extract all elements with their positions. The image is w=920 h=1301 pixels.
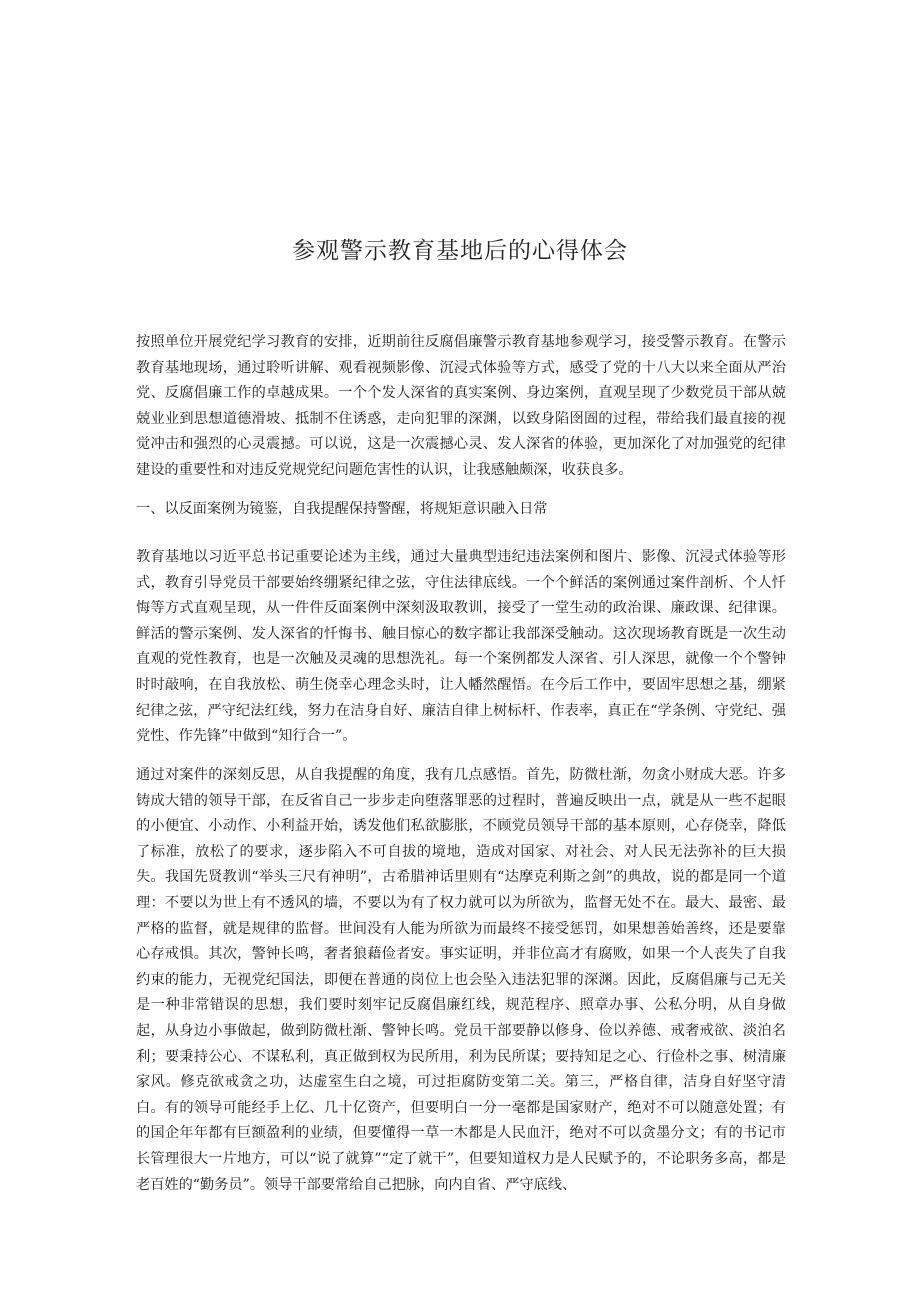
document-title: 参观警示教育基地后的心得体会 bbox=[292, 238, 628, 264]
intro-paragraph: 按照单位开展党纪学习教育的安排，近期前往反腐倡廉警示教育基地参观学习，接受警示教育。在警示教育基地现场，通过聆听讲解、观看视频影像、沉浸式体验等方式，感受了党的十八大以来全面从严治党、反腐倡廉工作的卓越成果。一个个发人深省的真实案例、身边案例，直观呈现了少数党员干部从兢兢业业到思想道德滑坡、抵制不住诱惑，走向犯罪的深渊，以致身陷囹圄的过程，带给我们最直接的视觉冲击和强烈的心灵震撼。可以说，这是一次震撼心灵、发人深省的体验，更加深化了对加强党的纪律建设的重要性和对违反党规党纪问题危害性的认识，让我感触颇深，收获良多。 bbox=[136, 334, 786, 478]
body-paragraph: 通过对案件的深刻反思，从自我提醒的角度，我有几点感悟。首先，防微杜渐，勿贪小财成大恶。许多铸成大错的领导干部，在反省自己一步步走向堕落罪恶的过程时，普遍反映出一点，就是从一些不起眼的小便宜、小动作、小利益开始，诱发他们私欲膨胀，不顾党员领导干部的基本原则，心存侥幸，降低了标准，放松了的要求，逐步陷入不可自拔的境地，造成对国家、对社会、对人民无法弥补的巨大损失。我国先贤教训“举头三尺有神明”，古希腊神话里则有“达摩克利斯之剑”的典故，说的都是同一个道理：不要以为世上有不透风的墙，不要以为有了权力就可以为所欲为，监督无处不在。最大、最密、最严格的监督，就是规律的监督。世间没有人能为所欲为而最终不接受惩罚，如果想善始善终，还是要靠心存戒惧。其次，警钟长鸣，奢者狼藉俭者安。事实证明，并非位高才有腐败，如果一个人丧失了自我约束的能力，无视党纪国法，即便在普通的岗位上也会坠入违法犯罪的深渊。因此，反腐倡廉与己无关是一种非常错误的思想，我们要时刻牢记反腐倡廉红线，规范程序、照章办事、公私分明，从自身做起，从身边小事做起，做到防微杜渐、警钟长鸣。党员干部要静以修身、俭以养德、戒奢戒欲、淡泊名利；要秉持公心、不谋私利，真正做到权为民所用，利为民所谋；要持知足之心、行俭朴之事、树清廉家风。修克欲戒贪之功，达虚室生白之境，可过拒腐防变第二关。第三，严格自律，洁身自好坚守清白。有的领导可能经手上亿、几十亿资产，但要明白一分一毫都是国家财产，绝对不可以随意处置；有的国企年年都有巨额盈利的业绩，但要懂得一草一木都是人民血汗，绝对不可以贪墨分文；有的书记市长管理很大一片地方，可以“说了就算”“定了就干”，但要知道权力是人民赋予的，不论职务多高，都是老百姓的“勤务员”。领导干部要常给自己把脉，向内自省、严守底线、 bbox=[136, 767, 786, 1193]
body-paragraph: 教育基地以习近平总书记重要论述为主线，通过大量典型违纪违法案例和图片、影像、沉浸式体验等形式，教育引导党员干部要始终绷紧纪律之弦，守住法律底线。一个个鲜活的案例通过案件剖析、个人忏悔等方式直观呈现，从一件件反面案例中深刻汲取教训，接受了一堂生动的政治课、廉政课、纪律课。鲜活的警示案例、发人深省的忏悔书、触目惊心的数字都让我部深受触动。这次现场教育既是一次生动直观的党性教育，也是一次触及灵魂的思想洗礼。每一个案例都发人深省、引人深思，就像一个个警钟时时敲响，在自我放松、萌生侥幸心理念头时，让人幡然醒悟。在今后工作中，要固牢思想之基，绷紧纪律之弦，严守纪法红线，努力在洁身自好、廉洁自律上树标杆、作表率，真正在“学条例、守党纪、强党性、作先锋”中做到“知行合一”。 bbox=[136, 549, 786, 745]
section-heading: 一、以反面案例为镜鉴，自我提醒保持警醒，将规矩意识融入日常 bbox=[136, 501, 548, 517]
